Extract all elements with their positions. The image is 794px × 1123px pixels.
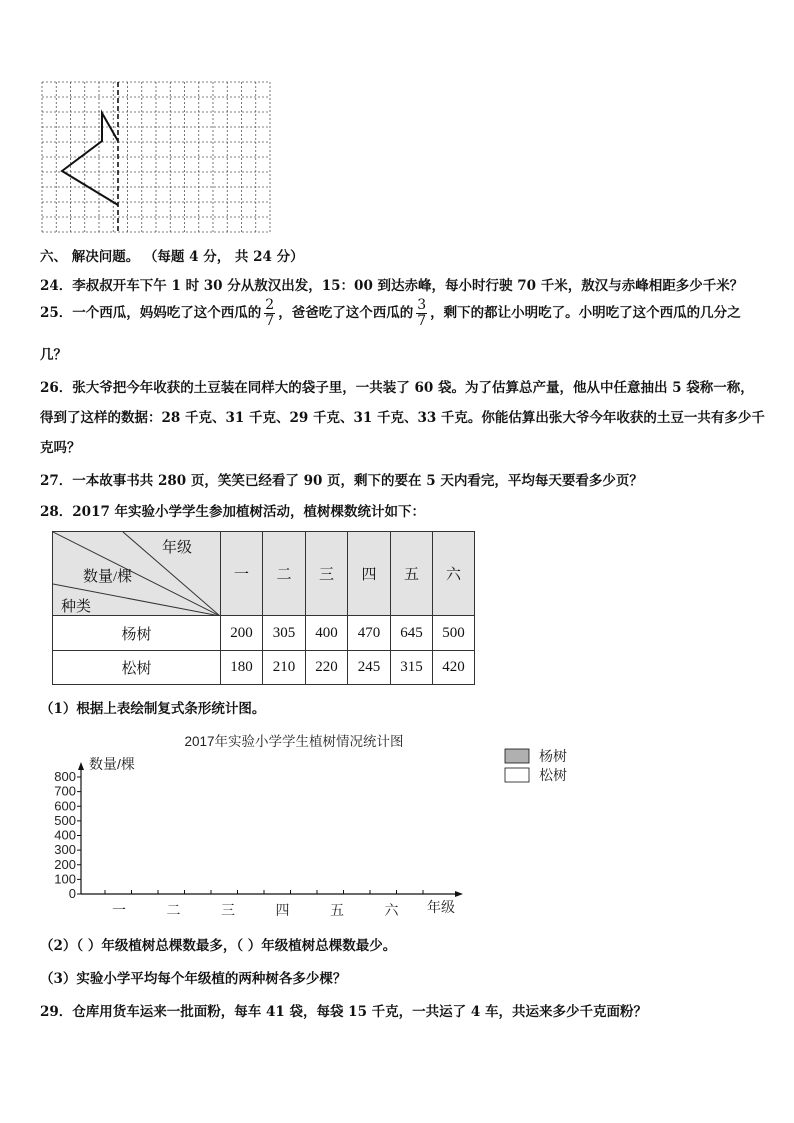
grade-header: 一: [221, 532, 263, 616]
table-cell: 645: [391, 616, 433, 651]
y-tick-label: 500: [54, 812, 76, 828]
table-cell: 305: [263, 616, 306, 651]
legend-swatch-poplar: [505, 749, 529, 763]
y-tick-label: 200: [54, 856, 76, 872]
y-tick-label: 600: [54, 798, 76, 814]
fraction-denominator: 7: [265, 313, 275, 329]
question-26-line2: 得到了这样的数据：28 千克、31 千克、29 千克、31 千克、33 千克。你能估算出张大爷今年收获的土豆一共有多少千: [40, 410, 765, 426]
question-25-line2: 几？: [40, 347, 67, 363]
row-label: 杨树: [53, 616, 221, 651]
table-cell: 220: [306, 651, 348, 685]
question-25-part1: 25．一个西瓜，妈妈吃了这个西瓜的: [40, 305, 262, 321]
question-28: 28．2017 年实验小学学生参加植树活动，植树棵数统计如下：: [40, 504, 426, 520]
y-axis-arrow: [78, 762, 84, 770]
x-category-label: 四: [275, 902, 290, 918]
question-28-part2: （2）（ ）年级植树总棵数最多，（ ）年级植树总棵数最少。: [40, 938, 397, 954]
question-29: 29．仓库用货车运来一批面粉，每车 41 袋，每袋 15 千克，一共运了 4 车，共运来多少千克面粉？: [40, 1004, 647, 1020]
y-tick-label: 800: [54, 769, 76, 784]
table-cell: 180: [221, 651, 263, 685]
question-27: 27．一本故事书共 280 页，笑笑已经看了 90 页，剩下的要在 5 天内看完，平均每天要看多少页？: [40, 473, 643, 489]
grade-header: 五: [391, 532, 433, 616]
x-category-label: 六: [384, 902, 399, 918]
table-cell: 500: [433, 616, 475, 651]
question-26-line1: 26．张大爷把今年收获的土豆装在同样大的袋子里，一共装了 60 袋。为了估算总产量，他从中任意抽出 5 袋称一称，: [40, 380, 754, 396]
corner-label-grade: 年级: [162, 540, 193, 556]
chart-title: 2017年实验小学学生植树情况统计图: [184, 734, 404, 749]
question-28-part3: （3）实验小学平均每个年级植的两种树各多少棵？: [40, 971, 347, 987]
question-26-line3: 克吗？: [40, 440, 81, 456]
question-28-part1: （1）根据上表绘制复式条形统计图。: [40, 701, 266, 717]
corner-label-quantity: 数量/棵: [83, 569, 133, 585]
table-cell: 400: [306, 616, 348, 651]
fraction-numerator: 2: [265, 297, 275, 313]
x-axis-arrow: [455, 891, 463, 897]
y-tick-label: 0: [68, 886, 76, 901]
y-tick-label: 100: [54, 871, 76, 887]
table-cell: 200: [221, 616, 263, 651]
question-25-part2: ，爸爸吃了这个西瓜的: [278, 305, 414, 321]
grade-header: 六: [433, 532, 475, 616]
question-25-part3: ，剩下的都让小明吃了。小明吃了这个西瓜的几分之: [430, 305, 741, 321]
x-axis-label: 年级: [427, 899, 455, 915]
x-category-label: 五: [330, 902, 344, 918]
table-cell: 420: [433, 651, 475, 685]
x-category-label: 一: [112, 902, 126, 918]
fraction-numerator: 3: [417, 297, 427, 313]
x-category-label: 二: [166, 902, 181, 918]
y-axis-label: 数量/棵: [89, 756, 135, 772]
section-title: 六、 解决问题。 （每题 4 分， 共 24 分）: [40, 249, 304, 265]
x-category-label: 三: [221, 902, 235, 918]
table-cell: 470: [348, 616, 391, 651]
y-tick-label: 300: [54, 842, 76, 858]
legend-label-poplar: 杨树: [539, 748, 567, 764]
table-cell: 315: [391, 651, 433, 685]
y-tick-label: 700: [54, 783, 76, 799]
corner-label-type: 种类: [61, 599, 92, 615]
grade-header: 二: [263, 532, 306, 616]
legend-label-pine: 松树: [539, 767, 567, 783]
table-cell: 245: [348, 651, 391, 685]
table-cell: 210: [263, 651, 306, 685]
grade-header: 三: [306, 532, 348, 616]
grade-header: 四: [348, 532, 391, 616]
legend-swatch-pine: [505, 768, 529, 782]
question-24: 24．李叔叔开车下午 1 时 30 分从敖汉出发，15：00 到达赤峰，每小时行驶 70 千米，敖汉与赤峰相距多少千米？: [40, 278, 744, 294]
y-tick-label: 400: [54, 827, 76, 843]
fraction-denominator: 7: [417, 313, 427, 329]
row-label: 松树: [53, 651, 221, 685]
